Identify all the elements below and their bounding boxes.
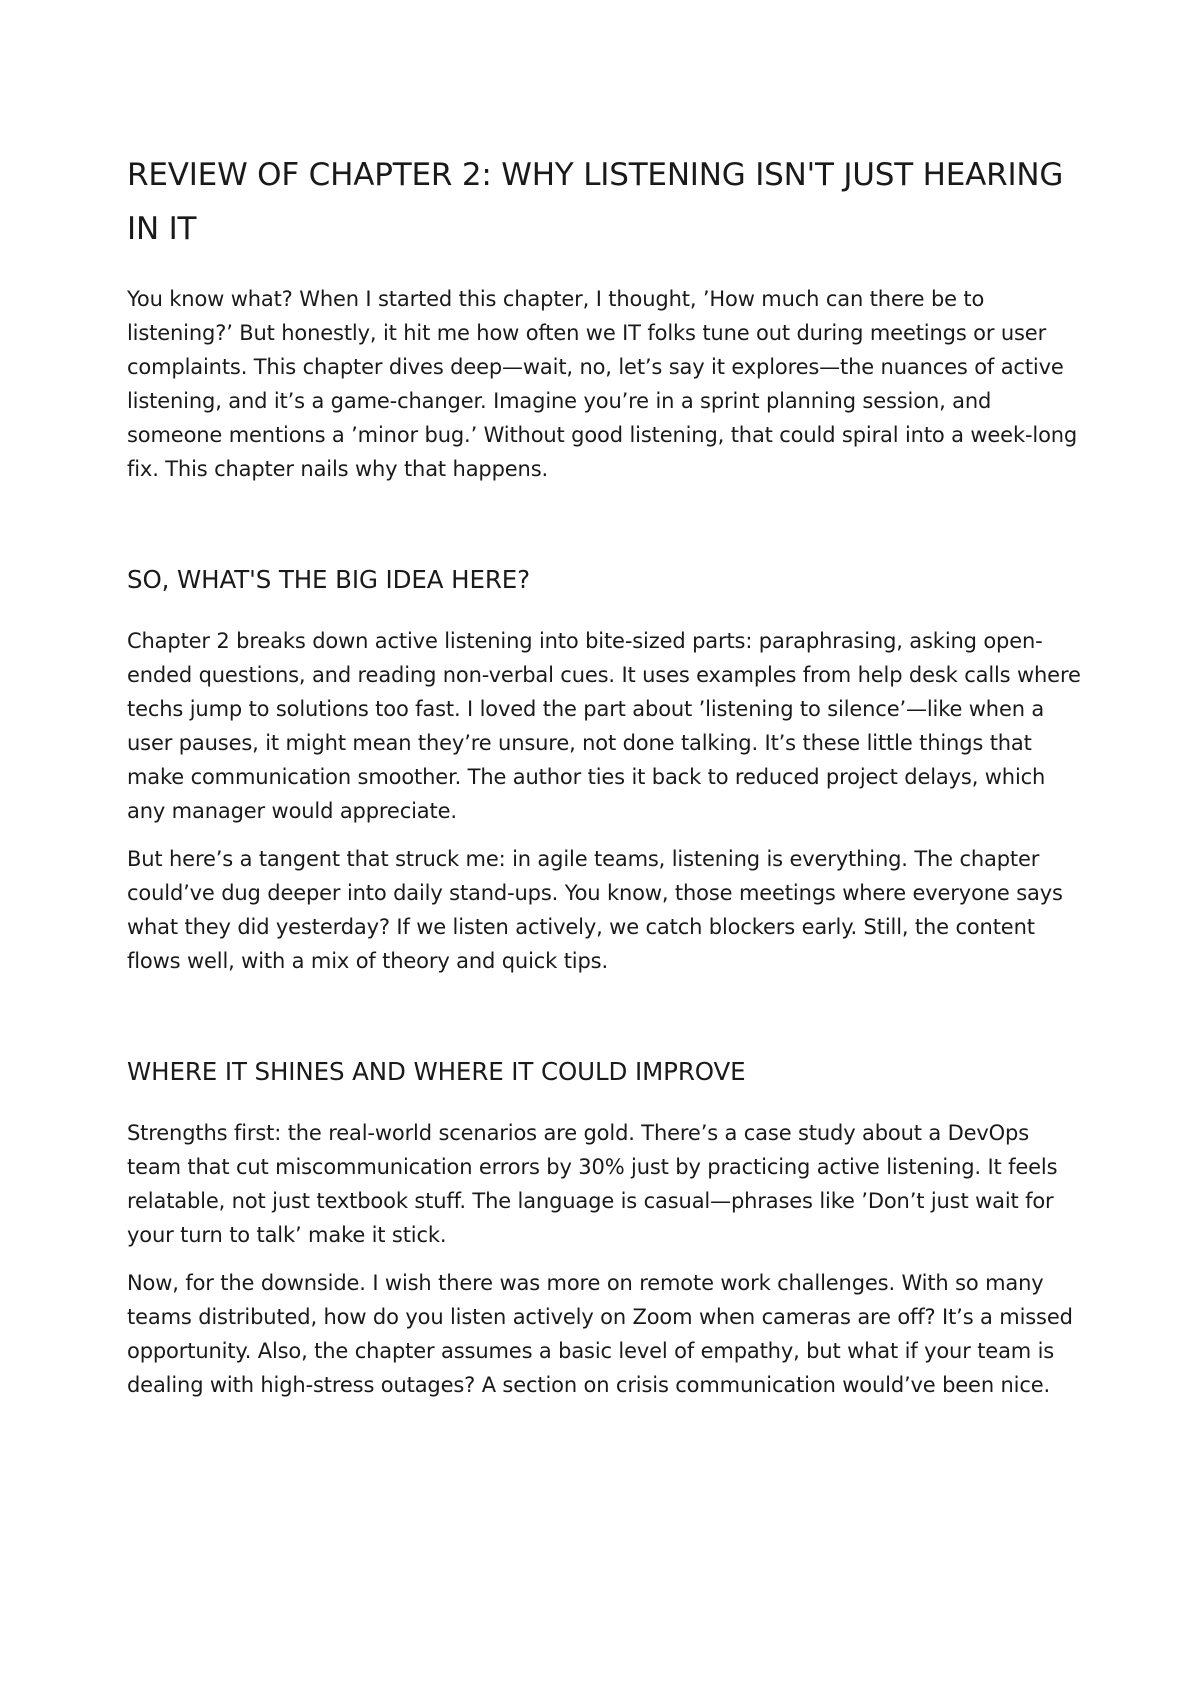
section-paragraph: Strengths first: the real-world scenarios are gold. There’s a case study about a DevOps team that cut miscommunication errors by 30% just by practicing active listening. It feels relatable, not just textbook stuff. The language is casual—phrases like ’Don’t just wait for your turn to talk’ make it stick. (127, 1121, 1058, 1247)
section-strengths-improvements (127, 1054, 1087, 1402)
section-paragraph: Chapter 2 breaks down active listening into bite-sized parts: paraphrasing, asking open-ended questions, and reading non-verbal cues. It uses examples from help desk calls where techs jump to solutions too fast. I loved the part about ’listening to silence’—like when a user pauses, it might mean they’re unsure, not done talking. It’s these little things that make communication smoother. The author ties it back to reduced project delays, which any manager would appreciate. (127, 629, 1081, 823)
section-big-idea (127, 562, 1087, 978)
document-title: REVIEW OF CHAPTER 2: WHY LISTENING ISN'T JUST HEARING IN IT (127, 157, 1064, 247)
intro-paragraph: You know what? When I started this chapter, I thought, ’How much can there be to listening?’ But honestly, it hit me how often we IT folks tune out during meetings or user complaints. This chapter dives deep—wait, no, let’s say it explores—the nuances of active listening, and it’s a game-changer. Imagine you’re in a sprint planning session, and someone mentions a ’minor bug.’ Without good listening, that could spiral into a week-long fix. This chapter nails why that happens. (127, 287, 1078, 481)
section-heading: SO, WHAT'S THE BIG IDEA HERE? (127, 565, 531, 594)
section-heading: WHERE IT SHINES AND WHERE IT COULD IMPROVE (127, 1057, 746, 1086)
intro-section (127, 282, 1087, 486)
document-page (127, 148, 1087, 1416)
section-paragraph: But here’s a tangent that struck me: in agile teams, listening is everything. The chapter could’ve dug deeper into daily stand-ups. You know, those meetings where everyone says what they did yesterday? If we listen actively, we catch blockers early. Still, the content flows well, with a mix of theory and quick tips. (127, 847, 1063, 973)
section-paragraph: Now, for the downside. I wish there was more on remote work challenges. With so many teams distributed, how do you listen actively on Zoom when cameras are off? It’s a missed opportunity. Also, the chapter assumes a basic level of empathy, but what if your team is dealing with high-stress outages? A section on crisis communication would’ve been nice. (127, 1271, 1073, 1397)
